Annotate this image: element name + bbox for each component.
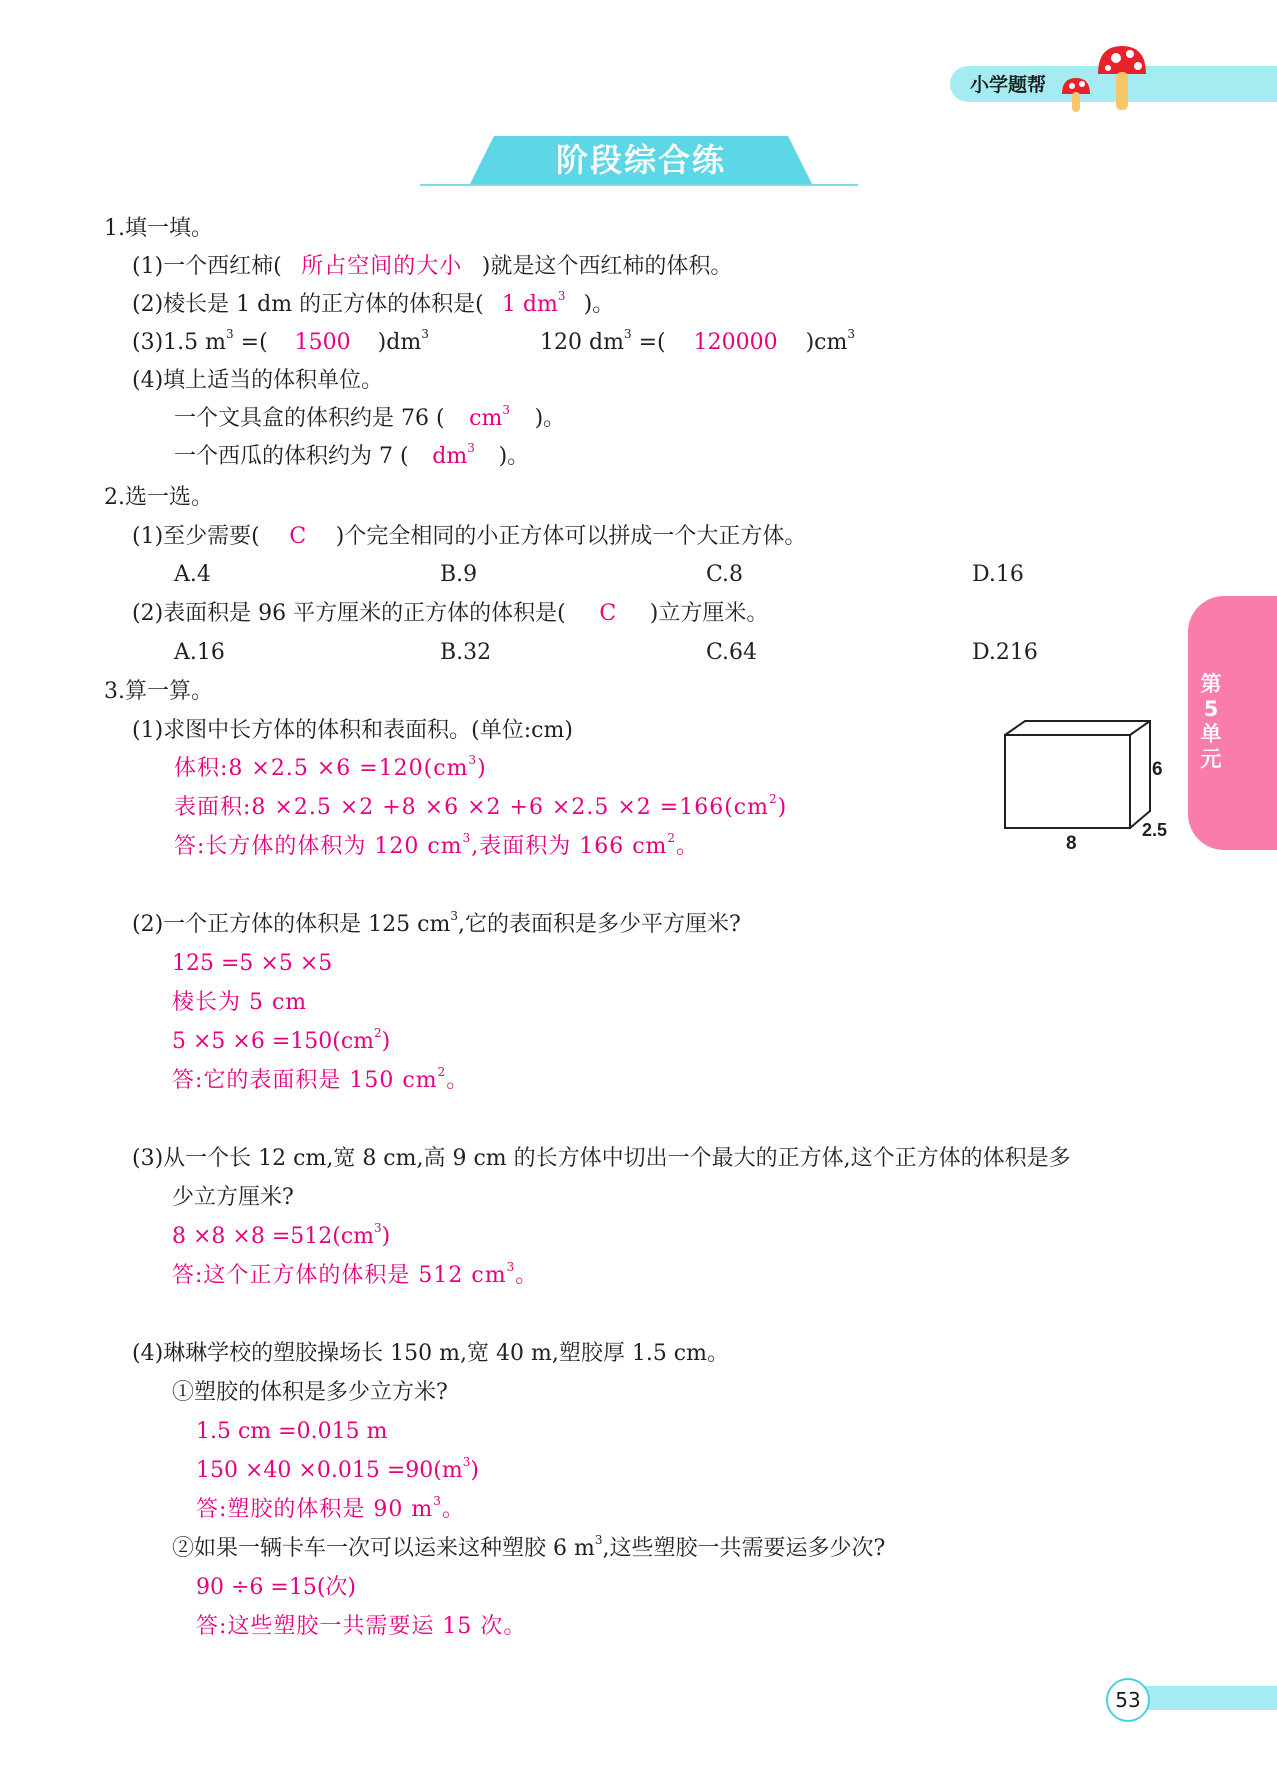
s2-q2-option-a: A.16 (174, 640, 225, 665)
s3-q4-part2-step1: 90 ÷6 =15(次) (196, 1575, 357, 1600)
s3-q2-step1: 125 =5 ×5 ×5 (172, 951, 333, 976)
s3-q2-answer: 答:它的表面积是 150 $cm^2$。 (172, 1064, 470, 1093)
s3-q4-part1-step2: $150 \times 40 \times 0.015 =90(m^3)$ (196, 1454, 479, 1483)
cuboid-figure (1000, 715, 1180, 855)
s2-q1-option-d: D.16 (972, 562, 1024, 587)
dimension-width: 2.5 (1142, 820, 1168, 840)
section-3-heading: 3.算一算。 (104, 679, 213, 704)
s1-q4: (4)填上适当的体积单位。 (132, 368, 384, 393)
s3-q2: (2)一个正方体的体积是 125 $cm^3$,它的表面积是多少平方厘米? (132, 908, 741, 937)
s1-q4b: 一个西瓜的体积约为 7 ( $dm^3$ )。 (174, 440, 530, 469)
unit-side-tab-label: 第5单元 (1200, 672, 1222, 771)
dimension-length: 8 (1066, 833, 1077, 854)
section-2-heading: 2.选一选。 (104, 485, 213, 510)
s3-q1-surface: 表面积:8 $\times 2.5 \times 2 +8 \times 6 \times 2 +6 \times 2.5 \times 2 =166(cm^2)$ (174, 791, 788, 820)
s3-q4-part2: ②如果一辆卡车一次可以运来这种塑胶 6 $m^3$,这些塑胶一共需要运多少次? (172, 1532, 886, 1561)
s3-q2-step3: $5 \times 5 \times 6 =150(cm^2)$ (172, 1025, 391, 1054)
s3-q1-answer: 答:长方体的体积为 120 $cm^3$,表面积为 166 $cm^2$。 (174, 830, 700, 859)
s1-q3b: 120 $dm^3$ =( 120000 )$cm^3$ (540, 328, 855, 358)
page-number: 53 (1106, 1678, 1150, 1722)
s3-q3-step1: $8 \times 8 \times 8 =512(cm^3)$ (172, 1220, 391, 1249)
s3-q2-step2: 棱长为 5 cm (172, 990, 308, 1015)
section-1-heading: 1.填一填。 (104, 216, 213, 241)
s2-q2-option-d: D.216 (972, 640, 1038, 665)
title-underline (420, 184, 858, 186)
s3-q3-line2: 少立方厘米? (172, 1185, 294, 1210)
s2-q1-option-b: B.9 (440, 562, 478, 587)
brand-label: 小学题帮 (970, 74, 1047, 96)
answer: 所占空间的大小 (301, 254, 463, 279)
s2-q1-option-a: A.4 (174, 562, 211, 587)
page-title: 阶段综合练 (555, 141, 726, 179)
s3-q4-part2-answer: 答:这些塑胶一共需要运 15 次。 (196, 1614, 527, 1639)
s1-q2: (2)棱长是 1 dm 的正方体的体积是( 1 $dm^3$ )。 (132, 288, 615, 317)
answer: C (599, 601, 617, 626)
s3-q3-line1: (3)从一个长 12 cm,宽 8 cm,高 9 cm 的长方体中切出一个最大的正方体,这个正方体的体积是多 (132, 1146, 1071, 1171)
s2-q2: (2)表面积是 96 平方厘米的正方体的体积是( C )立方厘米。 (132, 599, 768, 629)
s2-q2-option-c: C.64 (706, 640, 758, 665)
s2-q1: (1)至少需要( C )个完全相同的小正方体可以拼成一个大正方体。 (132, 522, 806, 552)
s1-q1: (1)一个西红柿( 所占空间的大小 )就是这个西红柿的体积。 (132, 252, 732, 282)
s2-q2-option-b: B.32 (440, 640, 492, 665)
s3-q1-volume: 体积:8 $\times 2.5 \times 6 =120(cm^3)$ (174, 752, 487, 781)
s3-q4-part1-answer: 答:塑胶的体积是 90 $m^3$。 (196, 1493, 465, 1522)
s3-q3-answer: 答:这个正方体的体积是 512 $cm^3$。 (172, 1259, 539, 1288)
answer: C (289, 524, 307, 549)
s3-q4: (4)琳琳学校的塑胶操场长 150 m,宽 40 m,塑胶厚 1.5 cm。 (132, 1341, 729, 1366)
s2-q1-option-c: C.8 (706, 562, 744, 587)
s3-q1: (1)求图中长方体的体积和表面积。(单位:cm) (132, 718, 573, 743)
dimension-height: 6 (1152, 759, 1163, 780)
s3-q4-part1-step1: 1.5 cm =0.015 m (196, 1419, 388, 1444)
mushroom-icon (1058, 44, 1148, 116)
s3-q4-part1: ①塑胶的体积是多少立方米? (172, 1380, 448, 1405)
s1-q3a: (3)1.5 $m^3$ =( 1500 )$dm^3$ (132, 328, 429, 358)
s1-q4a: 一个文具盒的体积约是 76 ( $cm^3$ )。 (174, 402, 566, 431)
answer: 1500 (294, 330, 351, 355)
answer: 120000 (693, 330, 778, 355)
